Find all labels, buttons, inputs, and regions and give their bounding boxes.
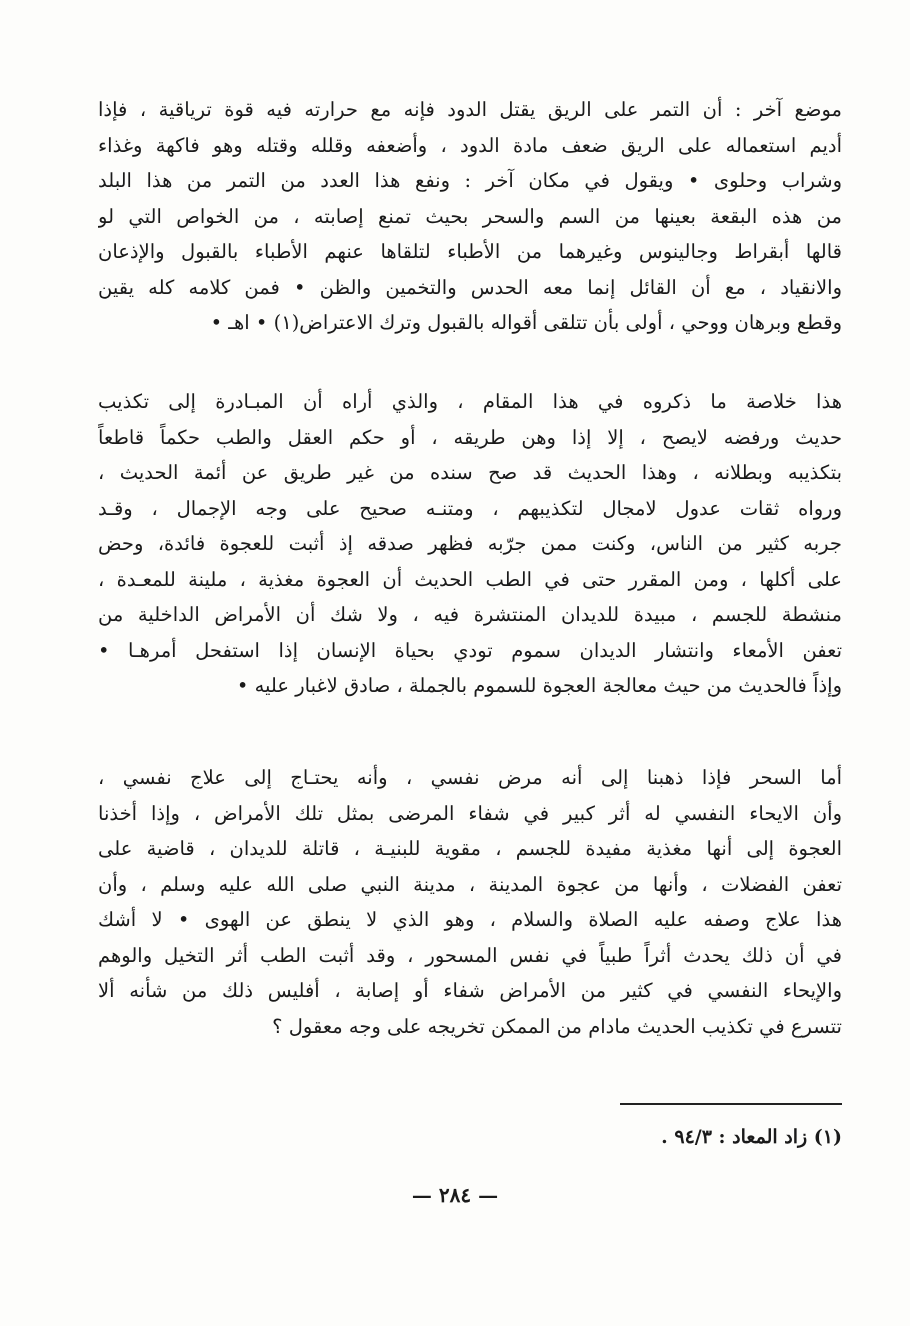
text-line: تتسرع في تكذيب الحديث مادام من الممكن تخريجه على وجه معقول ؟ [272,1014,842,1038]
text-line: وإذاً فالحديث من حيث معالجة العجوة للسموم بالجملة ، صادق لاغبار عليه • [236,674,842,697]
text-line: منشطة للجسم ، مبيدة للديدان المنتشرة فيه ، ولا شك أن الأمراض الداخلية من [98,603,842,626]
paragraph-1 [98,92,842,341]
text-line: أما السحر فإذا ذهبنا إلى أنه مرض نفسي ، وأنه يحتـاج إلى علاج نفسي ، [98,766,842,789]
text-line: على أكلها ، ومن المقرر حتى في الطب الحديث أن العجوة مغذية ، ملينة للمعـدة ، [98,567,842,591]
text-line: هذا علاج وصفه عليه الصلاة والسلام ، وهو الذي لا ينطق عن الهوى • لا أشك [98,908,842,931]
text-line: هذا خلاصة ما ذكروه في هذا المقام ، والذي أراه أن المبـادرة إلى تكذيب [98,390,842,413]
text-line: وأن الايحاء النفسي له أثر كبير في شفاء المرضى بمثل تلك الأمراض ، وإذا أخذنا [98,801,842,825]
paragraph-3 [98,760,842,1044]
text-line: وشراب وحلوى • ويقول في مكان آخر : ونفع هذا العدد من التمر من هذا البلد [98,169,842,192]
text-line: ورواه ثقات عدول لامجال لتكذيبهم ، ومتنـه صحيح على وجه الإجمال ، وقـد [98,496,842,520]
text-line: والإيحاء النفسي في كثير من الأمراض شفاء أو إصابة ، أفليس ذلك من شأنه ألا [98,979,842,1002]
text-line: في أن ذلك يحدث أثراً طبياً في نفس المسحور ، وقد أثبت الطب أثر التخيل والوهم [98,943,842,967]
text-line: جربه كثير من الناس، وكنت ممن جرّبه فظهر صدقه إذ أثبت للعجوة فائدة، وحض [98,532,842,555]
text-line: أديم استعماله على الريق ضعف مادة الدود ، وأضعفه وقلله وقتله وهو فاكهة وغذاء [98,133,842,157]
text-line: تعفن الفضلات ، وأنها من عجوة المدينة ، مدينة النبي صلى الله عليه وسلم ، وأن [98,872,842,896]
text-line: تعفن الأمعاء وانتشار الديدان سموم تودي بحياة الإنسان إذا استفحل أمرهـا • [98,638,842,662]
paragraph-2 [98,384,842,704]
text-line: والانقياد ، مع أن القائل إنما معه الحدس والتخمين والظن • فمن كلامه كله يقين [98,275,842,299]
text-line: موضع آخر : أن التمر على الريق يقتل الدود فإنه مع حرارته فيه قوة ترياقية ، فإذا [98,98,842,121]
text-line: حديث ورفضه لايصح ، إلا إذا وهن طريقه ، أو حكم العقل والطب حكماً قاطعاً [98,425,842,449]
footnote-divider [620,1103,842,1105]
footnote: (١) زاد المعاد : ٩٤/٣ . [661,1126,842,1148]
text-line: قالها أبقراط وجالينوس وغيرهما من الأطباء لتلقاها عنهم الأطباء بالقبول والإذعان [98,240,842,263]
text-line: العجوة إلى أنها مغذية مفيدة للجسم ، مقوية للبنيـة ، قاتلة للديدان ، قاضية على [98,837,842,860]
text-line: وقطع وبرهان ووحي ، أولى بأن تتلقى أقواله بالقبول وترك الاعتراض(١) • اهـ • [210,311,842,334]
text-line: بتكذيبه وبطلانه ، وهذا الحديث قد صح سنده من غير طريق عن أئمة الحديث ، [98,461,842,484]
page-number: — ٢٨٤ — [411,1183,499,1207]
text-line: من هذه البقعة بعينها من السم والسحر بحيث تمنع إصابته ، من الخواص التي لو [98,204,842,228]
